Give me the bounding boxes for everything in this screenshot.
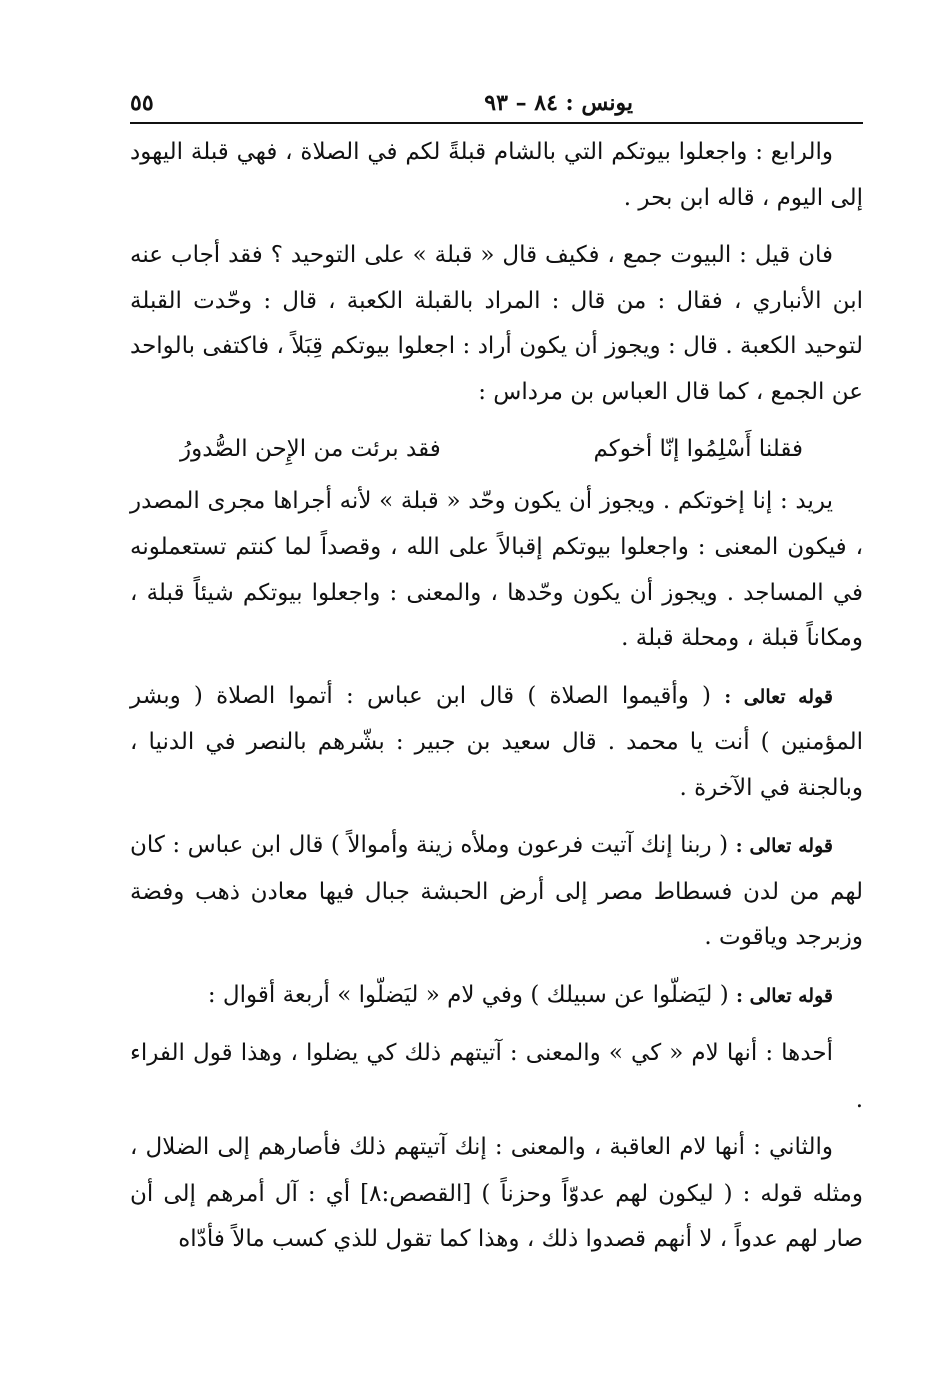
paragraph [130,1125,863,1263]
paragraph-lead: قوله تعالى : [724,685,833,708]
paragraph-lead: قوله تعالى : [736,984,833,1007]
page-header [130,76,863,116]
running-title: يونس : ٨٤ – ٩٣ [484,90,633,116]
paragraph-text: ( ربنا إنك آتيت فرعون وملأه زينة وأموالاً ) قال ابن عباس : كان لهم من لدن فسطاط مصر إلى أرض الحبشة جبال فيها معادن ذهب وفضة وزبرجد وياقوت . [130,832,863,950]
paragraph-text: أحدها : أنها لام « كي » والمعنى : آتيتهم ذلك كي يضلوا ، وهذا قول الفراء . [130,1040,863,1113]
paragraph-lead: قوله تعالى : [735,835,833,857]
paragraph-text: ( وأقيموا الصلاة ) قال ابن عباس : أتموا الصلاة ( وبشر المؤمنين ) أنت يا محمد . قال سعيد بن جبير : بشّرهم بالنصر في الدنيا ، وبالجنة في الآخرة . [130,682,863,801]
paragraph [130,674,863,812]
paragraph [130,823,863,961]
verse-hemistich: فقلنا أَسْلِمُوا إنّا أخوكم [593,436,803,462]
header-rule [130,122,863,124]
paragraph-text: يريد : إنا إخوتكم . ويجوز أن يكون وحّد « قبلة » لأنه أجراها مجرى المصدر ، فيكون المعنى : واجعلوا بيوتكم إقبالاً على الله ، وقصداً لما كنتم تستعملونه في المساجد . ويجوز أن يكون وحّدها ، والمعنى : واجعلوا بيوتكم شيئاً قبلة ، ومكاناً قبلة ، ومحلة قبلة . [130,487,863,651]
page-body [130,130,863,1275]
paragraph [130,479,863,662]
page-number: ٥٥ [130,90,154,116]
paragraph-text: والثاني : أنها لام العاقبة ، والمعنى : إنك آتيتهم ذلك فأصارهم إلى الضلال ، ومثله قوله : ( ليكون لهم عدوّاً وحزناً ) [القصص:٨] أي : آل أمرهم إلى أن صار لهم عدواً ، لا أنهم قصدوا ذلك ، وهذا كما تقول للذي كسب مالاً فأدّاه [130,1134,863,1252]
paragraph: والرابع : واجعلوا بيوتكم التي بالشام قبلةً لكم في الصلاة ، فهي قبلة اليهود إلى اليوم ، قاله ابن بحر . [130,139,863,211]
paragraph [130,973,863,1020]
paragraph [130,1031,863,1123]
paragraph: فان قيل : البيوت جمع ، فكيف قال « قبلة » على التوحيد ؟ فقد أجاب عنه ابن الأنباري ، فقال : من قال : المراد بالقبلة الكعبة ، قال : وحّدت القبلة لتوحيد الكعبة . قال : ويجوز أن يكون أراد : اجعلوا بيوتكم قِبَلاً ، فاكتفى بالواحد عن الجمع ، كما قال العباس بن مرداس : [130,242,863,405]
verse-hemistich: فقد برئت من الإِحن الصُّدورُ [180,436,441,462]
poetry-verse [130,427,863,473]
paragraph-text: ( ليَضلّوا عن سبيلك ) وفي لام « ليَضلّوا » أربعة أقوال : [207,981,736,1008]
